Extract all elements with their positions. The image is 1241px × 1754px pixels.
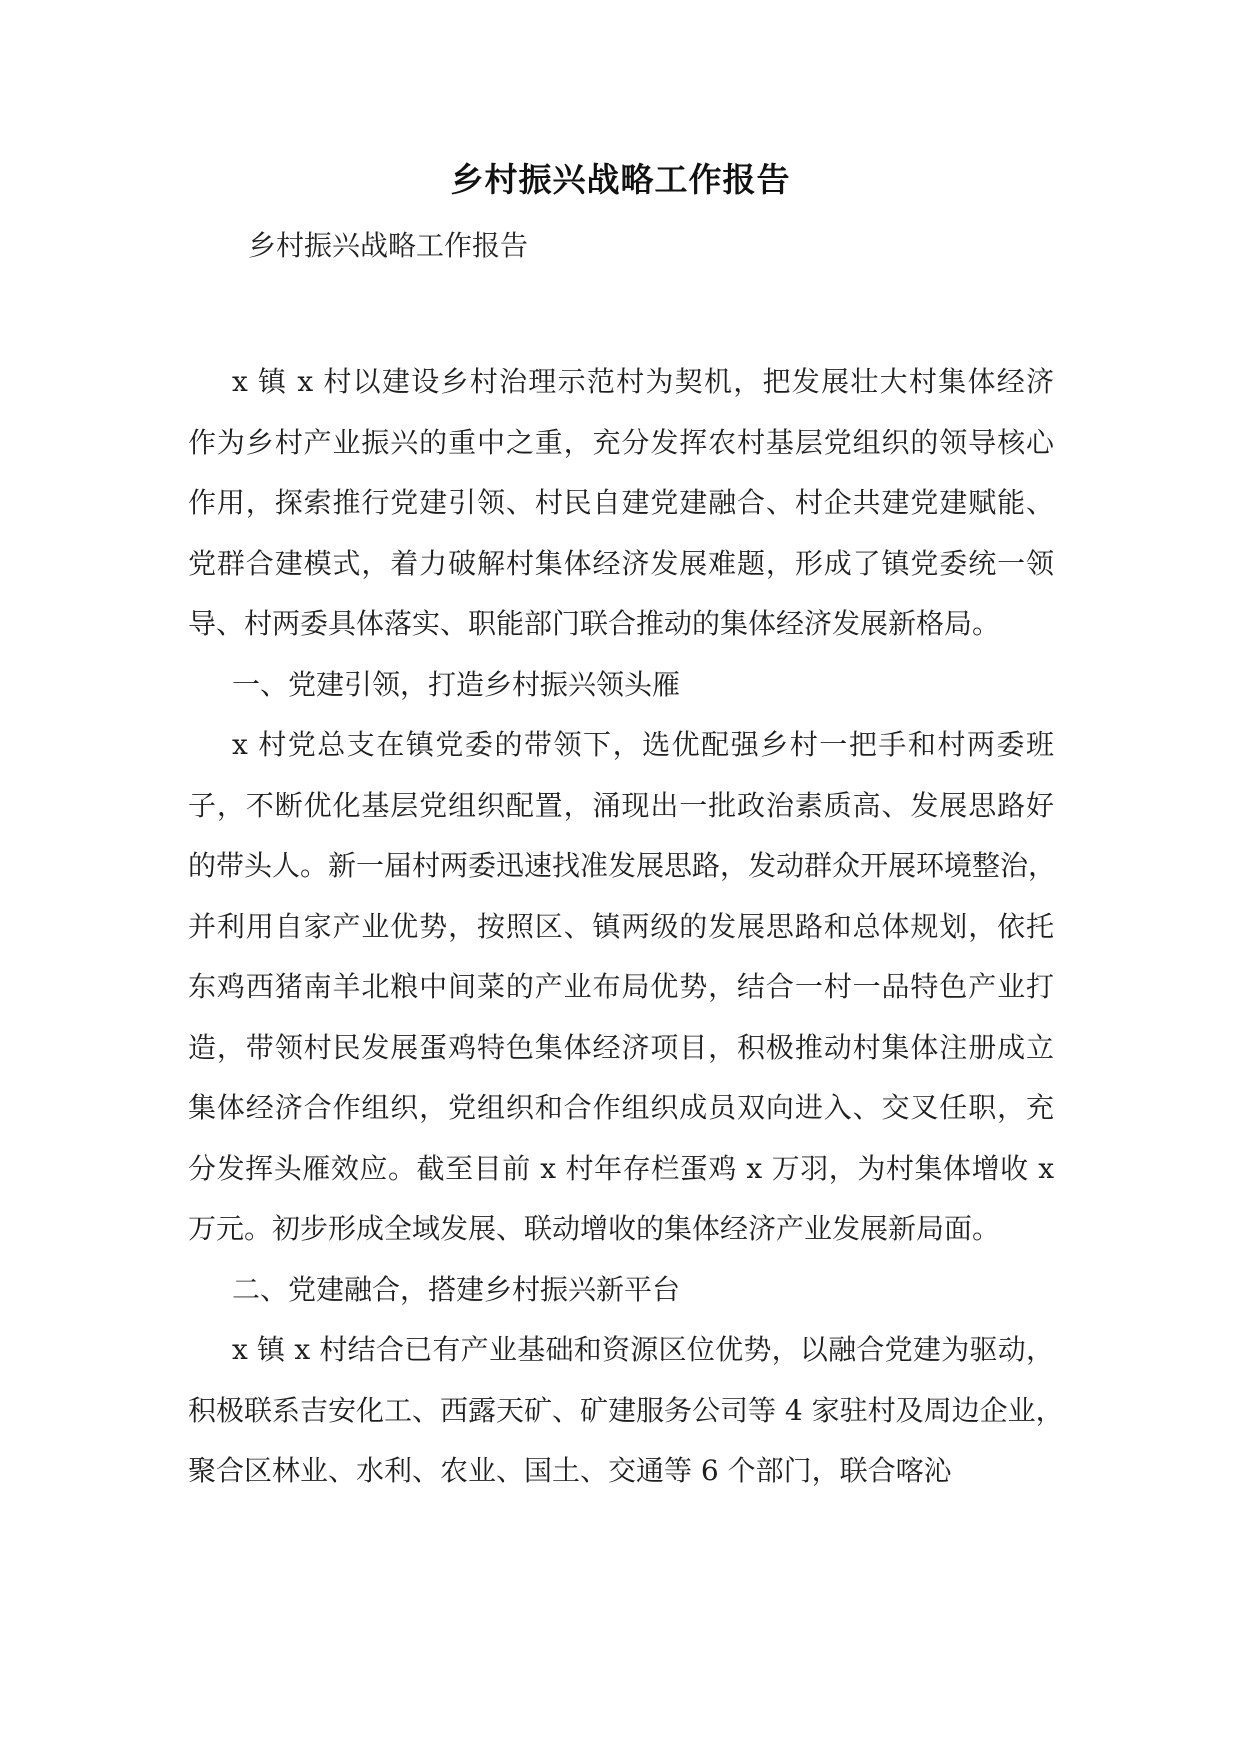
paragraph-line: 东鸡西猪南羊北粮中间菜的产业布局优势，结合一村一品特色产业打	[188, 970, 1054, 1003]
section-heading: 一、党建引领，打造乡村振兴领头雁	[232, 667, 681, 701]
paragraph-line: 并利用自家产业优势，按照区、镇两级的发展思路和总体规划，依托	[188, 909, 1054, 943]
paragraph-line: 作用，探索推行党建引领、村民自建党建融合、村企共建党建赋能、	[188, 486, 1054, 519]
paragraph-line: 党群合建模式，着力破解村集体经济发展难题，形成了镇党委统一领	[188, 546, 1054, 580]
paragraph-line: 导、村两委具体落实、职能部门联合推动的集体经济发展新格局。	[188, 607, 1001, 640]
document-body	[188, 352, 1064, 1502]
paragraph-line: 积极联系吉安化工、西露天矿、矿建服务公司等 4 家驻村及周边企业，	[188, 1393, 1064, 1427]
paragraph-line: 子，不断优化基层党组织配置，涌现出一批政治素质高、发展思路好	[188, 788, 1054, 822]
paragraph-line: 的带头人。新一届村两委迅速找准发展思路，发动群众开展环境整治，	[188, 849, 1057, 882]
paragraph-line: x 镇 x 村结合已有产业基础和资源区位优势，以融合党建为驱动，	[232, 1333, 1054, 1366]
document-subtitle: 乡村振兴战略工作报告	[248, 229, 529, 262]
paragraph-line: 作为乡村产业振兴的重中之重，充分发挥农村基层党组织的领导核心	[188, 425, 1054, 459]
paragraph-line: 万元。初步形成全域发展、联动增收的集体经济产业发展新局面。	[188, 1212, 1001, 1245]
paragraph-line: x 村党总支在镇党委的带领下，选优配强乡村一把手和村两委班	[232, 728, 1054, 761]
paragraph-line: 集体经济合作组织，党组织和合作组织成员双向进入、交叉任职，充	[188, 1091, 1054, 1124]
document-title: 乡村振兴战略工作报告	[450, 160, 791, 199]
section-heading: 二、党建融合，搭建乡村振兴新平台	[232, 1272, 681, 1306]
paragraph-line: 分发挥头雁效应。截至目前 x 村年存栏蛋鸡 x 万羽，为村集体增收 x	[188, 1151, 1054, 1185]
paragraph-line: 造，带领村民发展蛋鸡特色集体经济项目，积极推动村集体注册成立	[188, 1030, 1054, 1064]
paragraph-line: x 镇 x 村以建设乡村治理示范村为契机，把发展壮大村集体经济	[232, 365, 1054, 398]
paragraph-line: 聚合区林业、水利、农业、国土、交通等 6 个部门，联合喀沁	[188, 1454, 952, 1487]
